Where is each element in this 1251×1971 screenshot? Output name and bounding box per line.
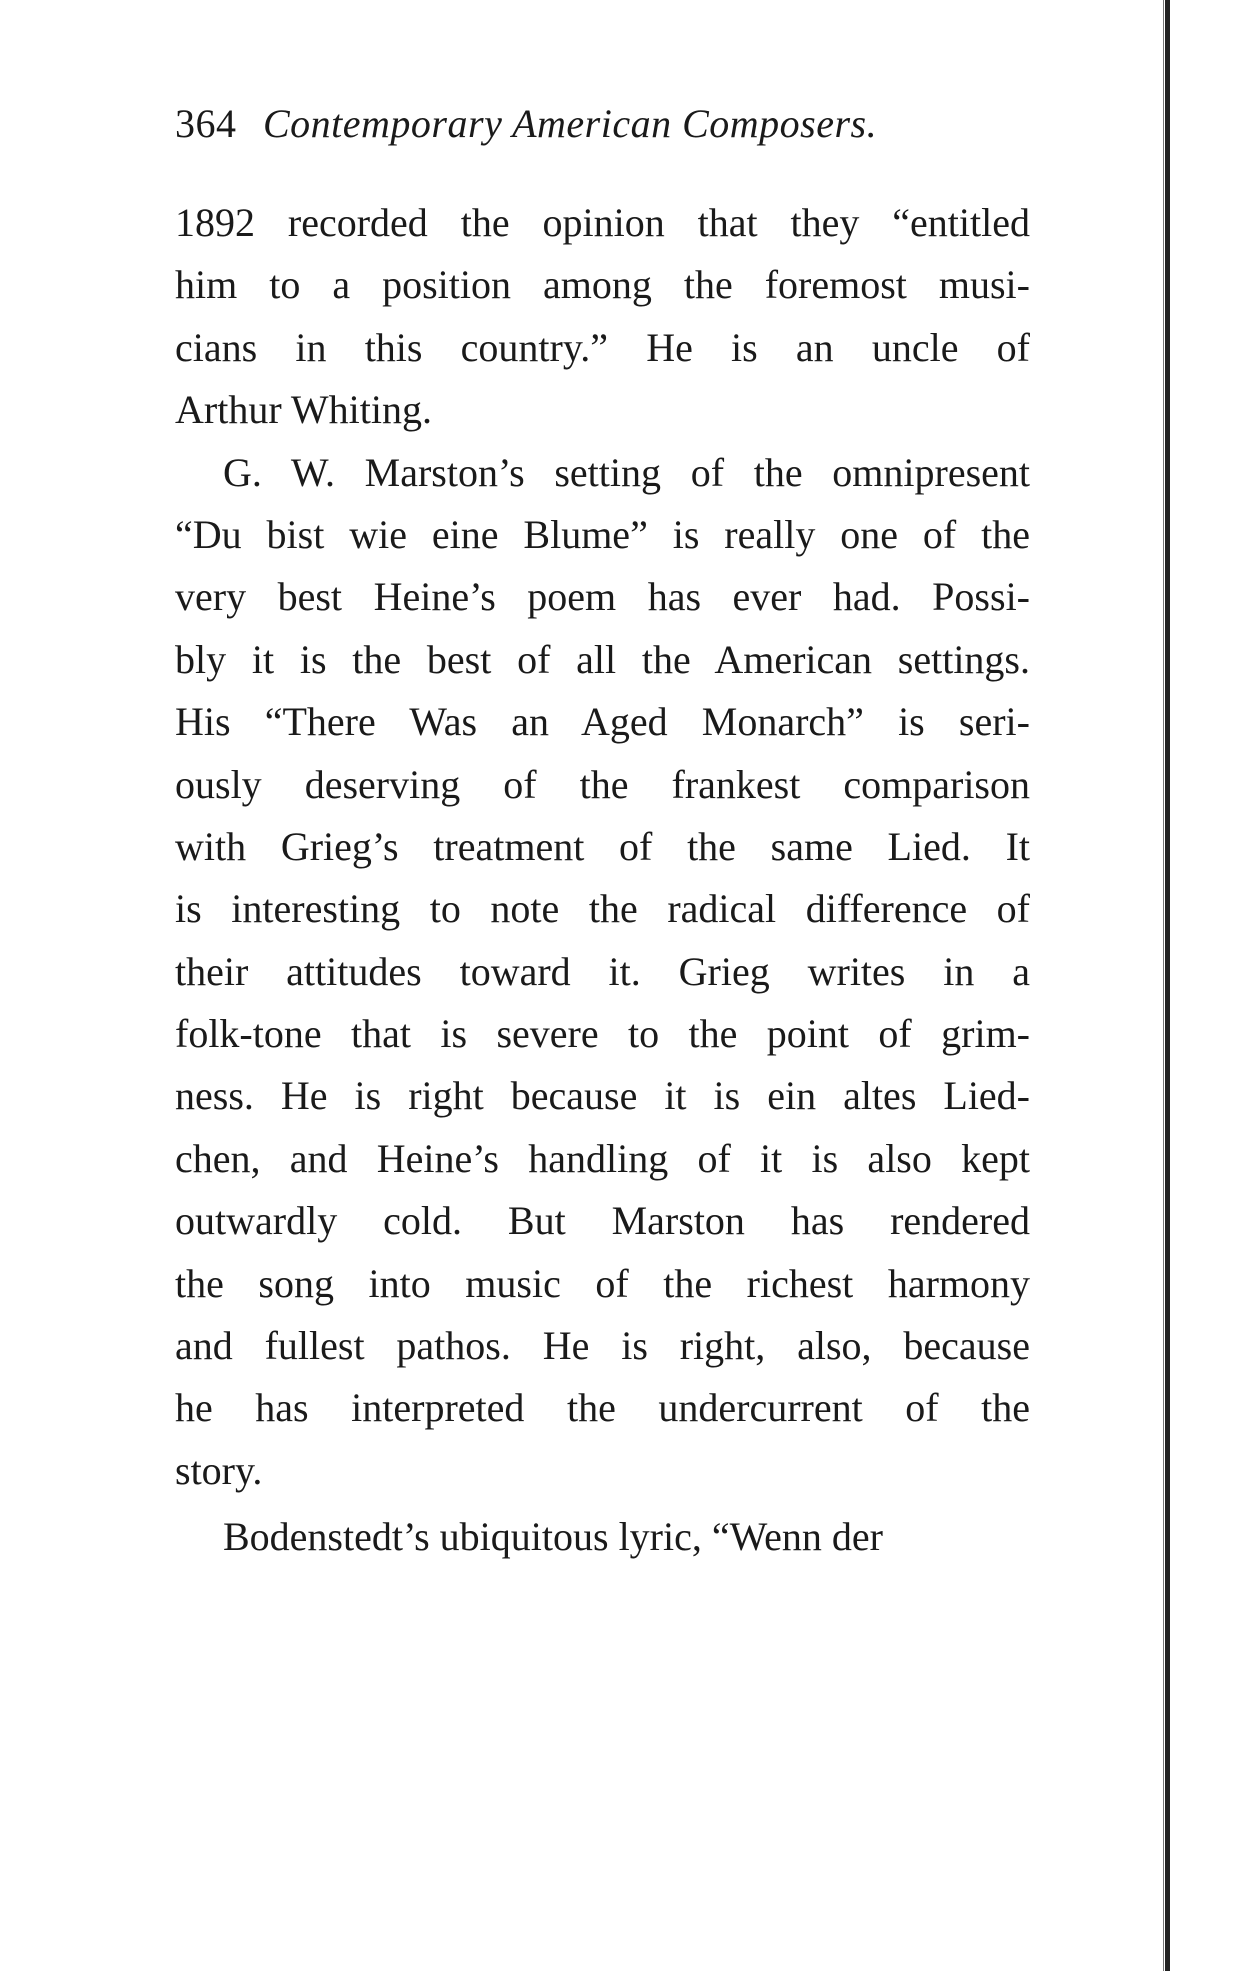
- text-line: Bodenstedt’s ubiquitous lyric, “Wenn der: [223, 1514, 883, 1560]
- text-line: the song into music of the richest harmony: [175, 1260, 1030, 1306]
- text-line: cians in this country.” He is an uncle of: [175, 324, 1030, 370]
- text-line: is interesting to note the radical difference of: [175, 886, 1030, 932]
- text-line: “Du bist wie eine Blume” is really one of the: [175, 511, 1030, 557]
- text-line: His “There Was an Aged Monarch” is seri-: [175, 699, 1030, 745]
- text-line: him to a position among the foremost musi-: [175, 262, 1030, 308]
- text-line: ness. He is right because it is ein altes Lied-: [175, 1073, 1030, 1119]
- text-line: 1892 recorded the opinion that they “entitled: [175, 200, 1030, 245]
- text-line: he has interpreted the undercurrent of the: [175, 1385, 1030, 1431]
- text-line: very best Heine’s poem has ever had. Possi-: [175, 574, 1030, 620]
- text-line: Arthur Whiting.: [175, 387, 433, 433]
- text-line: ously deserving of the frankest comparison: [175, 761, 1030, 807]
- text-line: chen, and Heine’s handling of it is also kept: [175, 1135, 1030, 1181]
- page-number: 364: [175, 101, 237, 146]
- text-line: their attitudes toward it. Grieg writes in a: [175, 948, 1030, 994]
- text-line: with Grieg’s treatment of the same Lied. It: [175, 823, 1030, 869]
- text-line: and fullest pathos. He is right, also, because: [175, 1323, 1030, 1369]
- running-head: [175, 100, 877, 147]
- page-edge-rule: [1165, 0, 1170, 1971]
- text-line: folk-tone that is severe to the point of grim-: [175, 1011, 1030, 1057]
- text-line: bly it is the best of all the American settings.: [175, 636, 1030, 682]
- body-text: [175, 192, 1030, 1569]
- page-edge-shadow: [1163, 0, 1164, 1971]
- text-line: G. W. Marston’s setting of the omnipresent: [223, 449, 1030, 495]
- text-line: story.: [175, 1447, 263, 1493]
- text-line: outwardly cold. But Marston has rendered: [175, 1198, 1030, 1244]
- running-title: Contemporary American Composers.: [263, 101, 878, 146]
